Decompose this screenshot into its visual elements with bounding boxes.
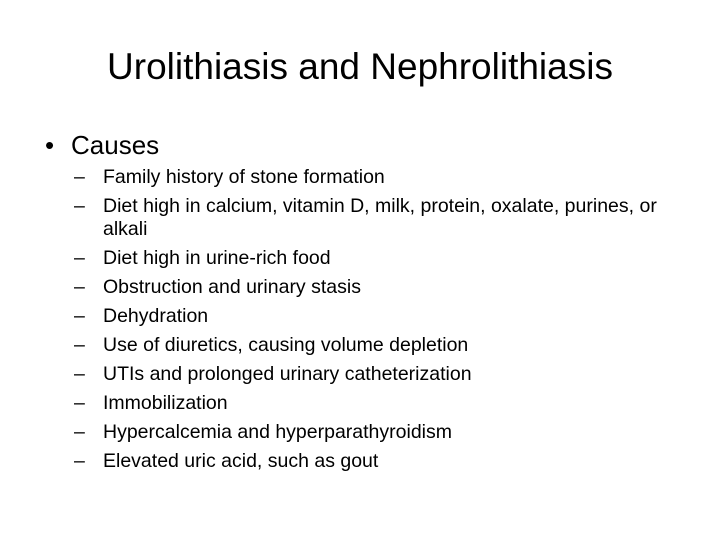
list-item	[74, 447, 694, 476]
list-item-text: Family history of stone formation	[103, 166, 385, 188]
bullet-icon: •	[45, 130, 55, 160]
dash-icon: –	[74, 247, 85, 269]
dash-icon: –	[74, 392, 85, 414]
list-item-text: Diet high in urine-rich food	[103, 247, 331, 269]
dash-icon: –	[74, 450, 85, 472]
list-item-text: Obstruction and urinary stasis	[103, 276, 361, 298]
list-item-text: Dehydration	[103, 305, 209, 327]
list-item	[74, 331, 694, 360]
list-item	[74, 244, 694, 273]
dash-icon: –	[74, 166, 85, 188]
list-item-text: Diet high in calcium, vitamin D, milk, protein, oxalate, purines, or alkali	[103, 195, 657, 240]
dash-icon: –	[74, 421, 85, 443]
causes-list	[74, 163, 694, 476]
list-item-text: Immobilization	[103, 392, 228, 414]
dash-icon: –	[74, 195, 85, 217]
dash-icon: –	[74, 276, 85, 298]
list-item	[74, 360, 694, 389]
list-item-text: Hypercalcemia and hyperparathyroidism	[103, 421, 452, 443]
list-item	[74, 302, 694, 331]
dash-icon: –	[74, 363, 85, 385]
list-item-text: Use of diuretics, causing volume depletion	[103, 334, 469, 356]
list-item-text: Elevated uric acid, such as gout	[103, 450, 379, 472]
list-item	[74, 163, 694, 192]
bullet-causes-label: Causes	[71, 130, 160, 160]
bullet-causes	[45, 127, 159, 163]
dash-icon: –	[74, 334, 85, 356]
list-item	[74, 389, 694, 418]
list-item	[74, 192, 694, 244]
list-item	[74, 273, 694, 302]
slide-title: Urolithiasis and Nephrolithiasis	[107, 46, 613, 87]
list-item	[74, 418, 694, 447]
dash-icon: –	[74, 305, 85, 327]
list-item-text: UTIs and prolonged urinary catheterization	[103, 363, 472, 385]
